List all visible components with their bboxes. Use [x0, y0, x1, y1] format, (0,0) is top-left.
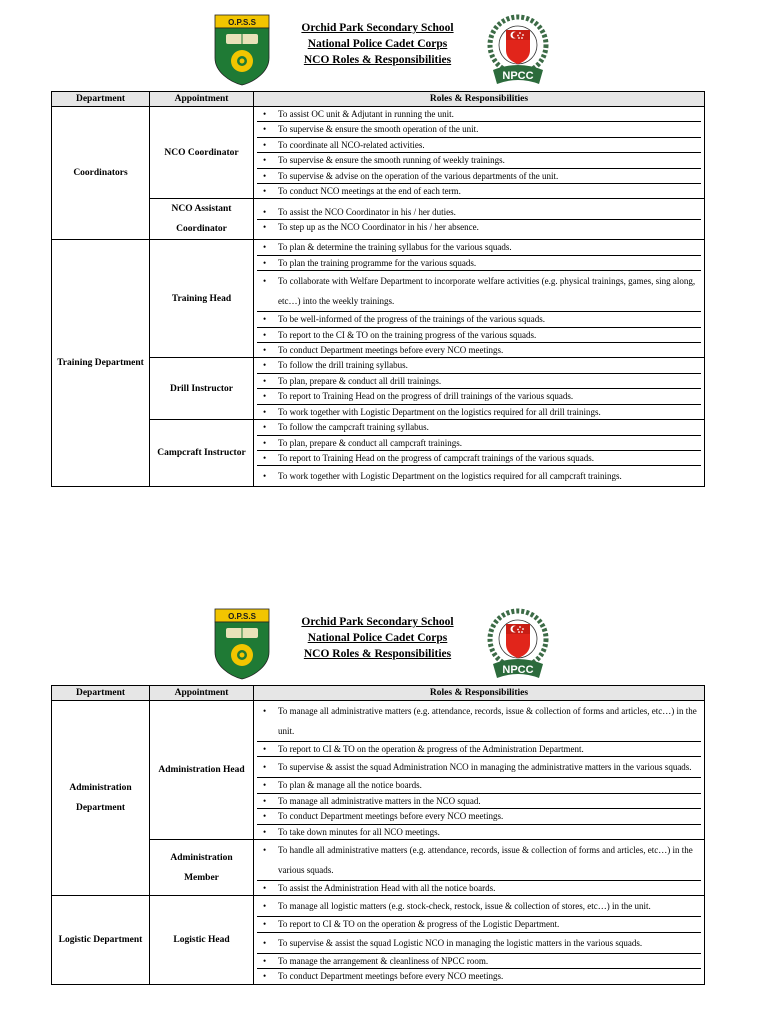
school-crest-logo	[214, 14, 270, 86]
role-item: • To conduct Department meetings before every NCO meetings.	[257, 343, 701, 357]
role-item: • To report to CI & TO on the operation & progress of the Logistic Department.	[257, 917, 701, 932]
appointment-cell: Administration Member	[150, 840, 254, 896]
role-item: • To assist the NCO Coordinator in his / her duties.	[257, 205, 701, 220]
table-row	[52, 420, 705, 487]
column-header-appointment: Appointment	[150, 686, 254, 701]
table-row	[52, 199, 705, 240]
department-cell: Administration Department	[52, 701, 150, 896]
corps-name: National Police Cadet Corps	[307, 38, 448, 50]
department-cell: Logistic Department	[52, 896, 150, 984]
role-item: • To report to the CI & TO on the training progress of the various squads.	[257, 328, 701, 343]
roles-cell	[254, 896, 705, 984]
school-name: Orchid Park Secondary School	[301, 22, 454, 34]
corps-name: National Police Cadet Corps	[307, 632, 448, 644]
role-item: • To coordinate all NCO-related activities.	[257, 138, 701, 153]
column-header-roles: Roles & Responsibilities	[254, 92, 705, 107]
roles-cell	[254, 358, 705, 420]
table-row	[52, 107, 705, 199]
role-item: • To conduct NCO meetings at the end of each term.	[257, 184, 701, 198]
table-row	[52, 840, 705, 896]
role-item: • To supervise & ensure the smooth running of weekly trainings.	[257, 153, 701, 168]
department-cell: Training Department	[52, 240, 150, 487]
roles-cell	[254, 701, 705, 840]
svg-text:NPCC: NPCC	[502, 664, 534, 676]
school-crest-logo	[214, 608, 270, 680]
npcc-crest-logo	[487, 14, 549, 90]
role-item: • To be well-informed of the progress of the trainings of the various squads.	[257, 312, 701, 327]
document-title: NCO Roles & Responsibilities	[303, 54, 452, 66]
role-item: • To assist OC unit & Adjutant in running the unit.	[257, 107, 701, 122]
role-item: • To handle all administrative matters (e.g. attendance, records, issue & collection of forms and articles, etc…) in the various squads.	[257, 840, 701, 881]
table-row	[52, 240, 705, 358]
role-item: • To step up as the NCO Coordinator in his / her absence.	[257, 220, 701, 234]
role-item: • To plan, prepare & conduct all drill trainings.	[257, 374, 701, 389]
role-item: • To conduct Department meetings before every NCO meetings.	[257, 809, 701, 824]
role-item: • To plan, prepare & conduct all campcraft trainings.	[257, 436, 701, 451]
svg-text:NPCC: NPCC	[502, 70, 534, 82]
column-header-roles: Roles & Responsibilities	[254, 686, 705, 701]
roles-cell	[254, 107, 705, 199]
role-item: • To manage all administrative matters in the NCO squad.	[257, 794, 701, 809]
document-title-block	[280, 614, 475, 662]
role-item: • To plan & manage all the notice boards.	[257, 778, 701, 793]
role-item: • To assist the Administration Head with all the notice boards.	[257, 881, 701, 895]
role-item: • To manage the arrangement & cleanliness of NPCC room.	[257, 954, 701, 969]
appointment-cell: Training Head	[150, 240, 254, 358]
roles-cell	[254, 199, 705, 240]
appointment-cell: NCO Assistant Coordinator	[150, 199, 254, 240]
page-header	[0, 604, 768, 691]
table-row	[52, 358, 705, 420]
role-item: • To report to Training Head on the progress of campcraft trainings of the various squads.	[257, 451, 701, 466]
roles-cell	[254, 840, 705, 896]
role-item: • To supervise & assist the squad Logistic NCO in managing the logistic matters in the various squads.	[257, 933, 701, 954]
role-item: • To follow the drill training syllabus.	[257, 358, 701, 373]
roles-table	[51, 91, 705, 487]
school-name: Orchid Park Secondary School	[301, 616, 454, 628]
role-item: • To collaborate with Welfare Department to incorporate welfare activities (e.g. physical trainings, games, sing along, etc…) into the weekly trainings.	[257, 271, 701, 312]
role-item: • To work together with Logistic Department on the logistics required for all drill trainings.	[257, 405, 701, 419]
role-item: • To supervise & ensure the smooth operation of the unit.	[257, 122, 701, 137]
table-row	[52, 701, 705, 840]
table-row	[52, 896, 705, 984]
table-header-row	[52, 92, 705, 107]
table-header-row	[52, 686, 705, 701]
appointment-cell: Campcraft Instructor	[150, 420, 254, 487]
role-item: • To supervise & advise on the operation of the various departments of the unit.	[257, 169, 701, 184]
role-item: • To conduct Department meetings before every NCO meetings.	[257, 969, 701, 983]
column-header-appointment: Appointment	[150, 92, 254, 107]
document-title: NCO Roles & Responsibilities	[303, 648, 452, 660]
appointment-cell: Drill Instructor	[150, 358, 254, 420]
department-cell: Coordinators	[52, 107, 150, 240]
role-item: • To plan the training programme for the various squads.	[257, 256, 701, 271]
svg-text:O.P.S.S: O.P.S.S	[228, 612, 256, 621]
svg-text:O.P.S.S: O.P.S.S	[228, 18, 256, 27]
role-item: • To report to Training Head on the progress of drill trainings of the various squads.	[257, 389, 701, 404]
role-item: • To manage all administrative matters (e.g. attendance, records, issue & collection of forms and articles, etc…) in the unit.	[257, 701, 701, 742]
appointment-cell: Administration Head	[150, 701, 254, 840]
roles-cell	[254, 420, 705, 487]
role-item: • To supervise & assist the squad Administration NCO in managing the administrative matters in the various squads.	[257, 757, 701, 778]
role-item: • To work together with Logistic Department on the logistics required for all campcraft trainings.	[257, 466, 701, 486]
npcc-crest-logo	[487, 608, 549, 684]
role-item: • To take down minutes for all NCO meetings.	[257, 825, 701, 839]
document-title-block	[280, 20, 475, 68]
column-header-department: Department	[52, 92, 150, 107]
role-item: • To follow the campcraft training syllabus.	[257, 420, 701, 435]
appointment-cell: NCO Coordinator	[150, 107, 254, 199]
roles-cell	[254, 240, 705, 358]
column-header-department: Department	[52, 686, 150, 701]
role-item: • To plan & determine the training syllabus for the various squads.	[257, 240, 701, 255]
role-item: • To report to CI & TO on the operation & progress of the Administration Department.	[257, 742, 701, 757]
roles-table	[51, 685, 705, 985]
appointment-cell: Logistic Head	[150, 896, 254, 984]
role-item: • To manage all logistic matters (e.g. stock-check, restock, issue & collection of stores, etc…) in the unit.	[257, 896, 701, 917]
page-header	[0, 10, 768, 97]
